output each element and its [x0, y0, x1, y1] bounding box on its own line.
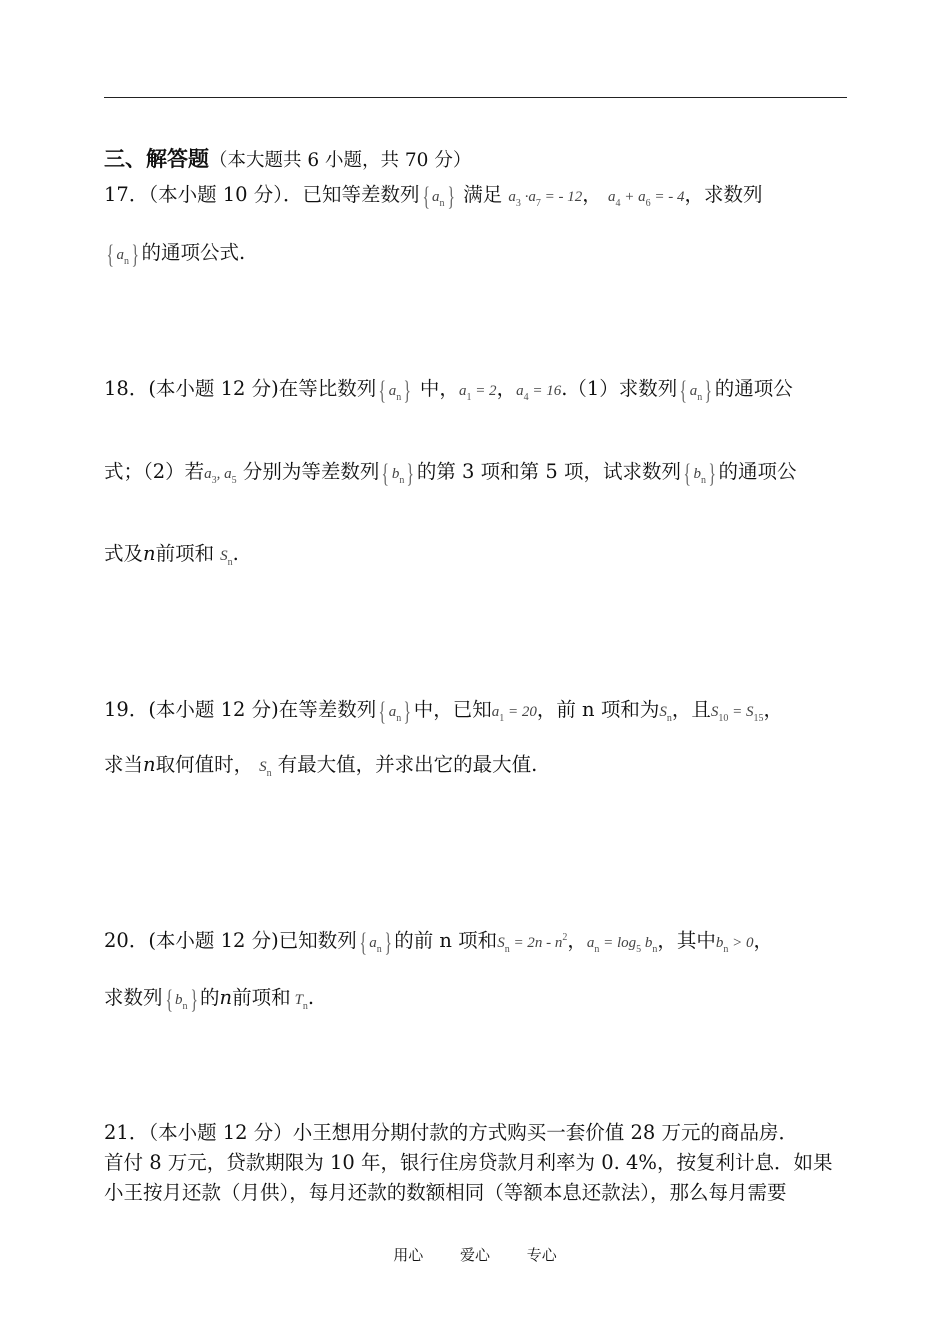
math-a4a6: $a_4 + a_6$ = - 4 — [608, 189, 685, 209]
q19-line-2: 求当n取何值时， $S_n$ 有最大值，并求出它的最大值. — [104, 753, 538, 779]
page-footer — [0, 1244, 950, 1265]
math-a1-20: $a_1 = 20$ — [491, 704, 537, 724]
header-rule — [104, 97, 847, 98]
math-Sn-formula: $S_n = 2n - n^2$ — [497, 932, 568, 955]
q18-line-1: 18．(本小题 12 分)在等比数列{ $a_n$} 中，$a_1 = 2$，$a_4 = 16.(1)$求数列{ $a_n$} 的通项公 — [104, 376, 793, 405]
q17-line-1: 17．（本小题 10 分）．已知等差数列{ $a_n$} 满足 $a_3 \cdot a_7$ = - 12， $a_4 + a_6$ = - 4，求数列 — [104, 182, 763, 211]
q20-line-2: 求数列{ $b_n$} 的n前项和 $T_n$. — [104, 985, 315, 1014]
math-an: $a_n$ — [432, 189, 445, 209]
math-a4: $a_4 = 16$ — [516, 383, 562, 403]
math-Sn: $S_n$ — [220, 548, 233, 568]
footer-item: 专心 — [526, 1246, 557, 1264]
q21-line-2: 首付 8 万元，贷款期限为 10 年，银行住房贷款月利率为 0. 4%，按复利计息．如果 — [104, 1151, 833, 1174]
q17-line-2: { $a_n$} 的通项公式. — [106, 240, 246, 269]
q21-line-1: 21．（本小题 12 分）小王想用分期付款的方式购买一套价值 28 万元的商品房． — [104, 1121, 798, 1144]
q18-line-3: 式及n前项和 $S_n$. — [104, 542, 239, 568]
math-S10-S15: $S_{10} = S_{15}$ — [710, 704, 764, 724]
q18-line-2: 式；（2）若$a_3$, $a_5$ 分别为等差数列{ $b_n$} 的第 3 项和第 5 项，试求数列{ $b_n$} 的通项公 — [104, 459, 797, 488]
math-bn-positive: $b_n > 0$ — [715, 935, 754, 955]
math-a3a7: $a_3 \cdot a_7$ = - 12 — [508, 189, 583, 209]
q20-line-1: 20．(本小题 12 分)已知数列{ $a_n$} 的前 n 项和$S_n = 2n - n^2$，$a_n = \log_5 b_n$，其中$b_n > 0$， — [104, 928, 774, 957]
section-heading — [104, 146, 471, 174]
q21-line-3: 小王按月还款（月供），每月还款的数额相同（等额本息还款法），那么每月需要 — [104, 1181, 787, 1204]
section-title: 三、解答题 — [104, 147, 209, 171]
q19-line-1: 19．(本小题 12 分)在等差数列{ $a_n$} 中，已知$a_1 = 20$，前 n 项和为$S_n$，且$S_{10} = S_{15}$， — [104, 697, 783, 726]
footer-item: 用心 — [393, 1246, 424, 1264]
math-a3a5: $a_3$, $a_5$ — [204, 466, 237, 486]
footer-item: 爱心 — [459, 1246, 490, 1264]
section-subtitle: （本大题共 6 小题，共 70 分） — [209, 150, 472, 171]
math-a1: $a_1 = 2$ — [458, 383, 497, 403]
math-an-log: $a_n = \log_5 b_n$ — [586, 935, 658, 955]
